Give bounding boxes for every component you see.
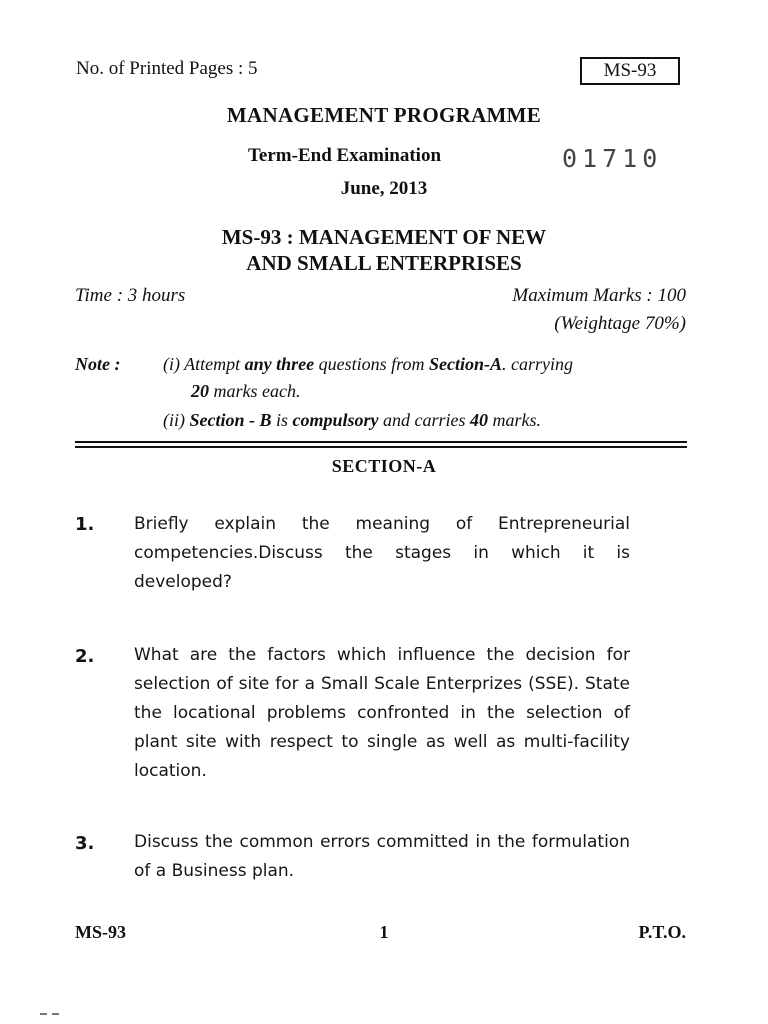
note-item-2-mid2: and carries xyxy=(378,410,471,430)
scan-artifact-mark xyxy=(40,1000,68,1002)
question-1-text: Briefly explain the meaning of Entrepreneurial competencies.Discuss the stages in which it is developed? xyxy=(134,514,630,592)
note-item-1-emphasis: any three xyxy=(244,354,315,374)
course-code-box: MS-93 xyxy=(580,57,680,85)
note-item-2 xyxy=(163,410,541,431)
note-item-2-marks: 40 xyxy=(470,410,489,430)
time-allowed: Time : 3 hours xyxy=(75,285,186,306)
maximum-marks: Maximum Marks : 100 xyxy=(512,285,686,306)
exam-date: June, 2013 xyxy=(340,178,428,199)
question-1-number: 1. xyxy=(75,514,95,535)
note-item-2-prefix: (ii) xyxy=(163,410,190,430)
note-item-2-emphasis: compulsory xyxy=(292,410,379,430)
note-item-2-suffix: marks. xyxy=(488,410,542,430)
question-2-text: What are the factors which influence the decision for selection of site for a Small Scale Enterprizes (SSE). State the locational problems confronted in the selection of plant site with respect to single as well as multi-facility location. xyxy=(134,645,630,781)
weightage: (Weightage 70%) xyxy=(554,313,686,334)
note-item-1-marks: 20 xyxy=(191,381,209,401)
question-2-number: 2. xyxy=(75,646,95,667)
note-item-2-section: Section - B xyxy=(189,410,272,430)
note-item-1-suffix: . carrying xyxy=(502,354,574,374)
footer-course-code: MS-93 xyxy=(75,922,126,942)
divider-rule-top xyxy=(75,441,687,443)
note-item-2-mid: is xyxy=(271,410,293,430)
note-label: Note : xyxy=(75,354,121,374)
footer-page-number: 1 xyxy=(379,922,389,942)
question-3-number: 3. xyxy=(75,833,95,854)
question-3-text: Discuss the common errors committed in the formulation of a Business plan. xyxy=(134,832,630,881)
serial-number: 01710 xyxy=(562,144,663,173)
note-item-1 xyxy=(163,354,573,375)
note-item-1-section: Section-A xyxy=(429,354,503,374)
note-item-1-mid: questions from xyxy=(314,354,429,374)
course-title-line-1: MS-93 : MANAGEMENT OF NEW xyxy=(221,225,547,249)
printed-pages-count: No. of Printed Pages : 5 xyxy=(76,58,258,79)
exam-type: Term-End Examination xyxy=(248,145,442,166)
course-title-line-2: AND SMALL ENTERPRISES xyxy=(246,251,522,275)
note-item-1-continuation xyxy=(191,381,300,402)
footer-pto: P.T.O. xyxy=(638,922,686,942)
section-a-heading: SECTION-A xyxy=(331,456,437,476)
divider-rule-bottom xyxy=(75,446,687,448)
note-item-1-marks-label: marks each. xyxy=(209,381,301,401)
note-item-1-prefix: (i) Attempt xyxy=(163,354,245,374)
programme-title: MANAGEMENT PROGRAMME xyxy=(226,103,542,127)
